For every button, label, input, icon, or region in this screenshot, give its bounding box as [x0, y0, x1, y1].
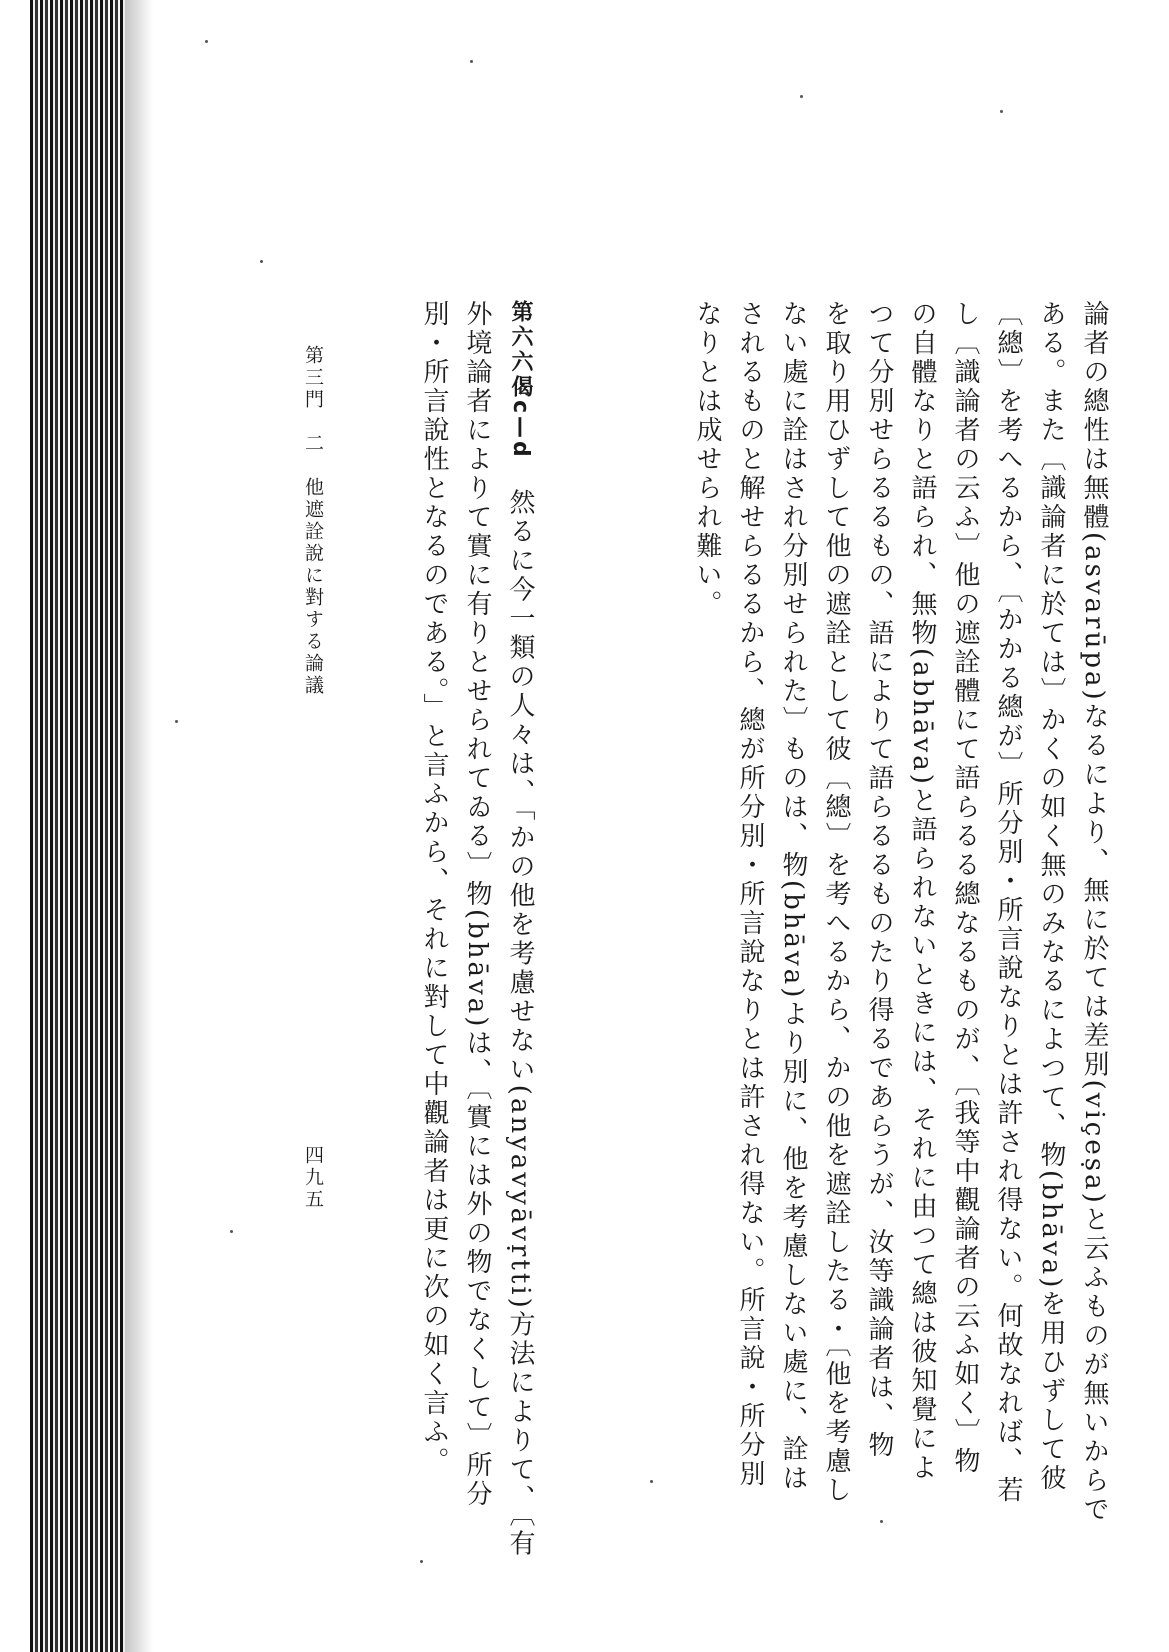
text-line: 〔總〕を考へるから、〔かかる總が〕所分別・所言說なりとは許され得ない。何故なれば、若 — [993, 300, 1023, 1505]
scan-speck — [470, 60, 473, 63]
scan-speck — [230, 1230, 233, 1233]
scan-speck — [650, 1480, 653, 1483]
scan-speck — [175, 720, 178, 723]
verse-paragraph — [372, 300, 542, 1559]
text-line: 別・所言說性となるのである。」と言ふから、それに對して中觀論者は更に次の如く言ふ。 — [419, 300, 449, 1476]
scan-speck — [880, 1520, 883, 1523]
book-binding-edge — [30, 0, 125, 1652]
scan-speck — [420, 1560, 423, 1563]
text-line: 然るに今一類の人々は、「かの他を考慮せない(anyavyāvṛtti)方法によりて、〔有 — [505, 459, 535, 1559]
scan-speck — [800, 95, 803, 98]
main-paragraph — [555, 300, 1115, 1525]
text-line: の自體なりと語られ、無物(abhāva)と語られないときには、それに由つて總は彼知覺によ — [907, 300, 937, 1483]
scan-speck — [1000, 110, 1003, 113]
verse-first-line — [498, 300, 542, 1559]
text-line: されるものと解せらるるから、總が所分別・所言說なりとは許され得ない。所言說・所分別 — [735, 300, 765, 1489]
scan-speck — [205, 40, 208, 43]
text-line: ある。また〔識論者に於ては〕かくの如く無のみなるによつて、物(bhāva)を用ひずして彼 — [1036, 300, 1066, 1494]
text-line: なりとは成せられ難い。 — [692, 300, 722, 619]
text-line: 外境論者によりて實に有りとせられてゐる〕物(bhāva)は、〔實には外の物でなくして〕所分 — [462, 300, 492, 1510]
text-line: 論者の總性は無體(asvarūpa)なるにより、無に於ては差別(viçeṣa)と云ふものが無いからで — [1079, 300, 1109, 1525]
page-number: 四九五 — [302, 1145, 324, 1211]
verse-label: 第六六偈c—d — [508, 300, 533, 460]
text-line: し〔識論者の云ふ〕他の遮詮體にて語らるる總なるものが、〔我等中觀論者の云ふ如く〕物 — [950, 300, 980, 1476]
running-head: 第三門 二 他遮詮說に對する論議 — [302, 345, 324, 697]
text-line: つて分別せらるるもの、語によりて語らるるものたり得るであらうが、汝等識論者は、物 — [864, 300, 894, 1460]
text-line: を取り用ひずして他の遮詮として彼〔總〕を考へるから、かの他を遮詮したる・〔他を考慮し — [821, 300, 851, 1505]
binding-shadow — [125, 0, 153, 1652]
scan-speck — [260, 260, 263, 263]
text-line: ない處に詮はされ分別せられた〕ものは、物(bhāva)より別に、他を考慮しない處に、詮は — [778, 300, 808, 1494]
